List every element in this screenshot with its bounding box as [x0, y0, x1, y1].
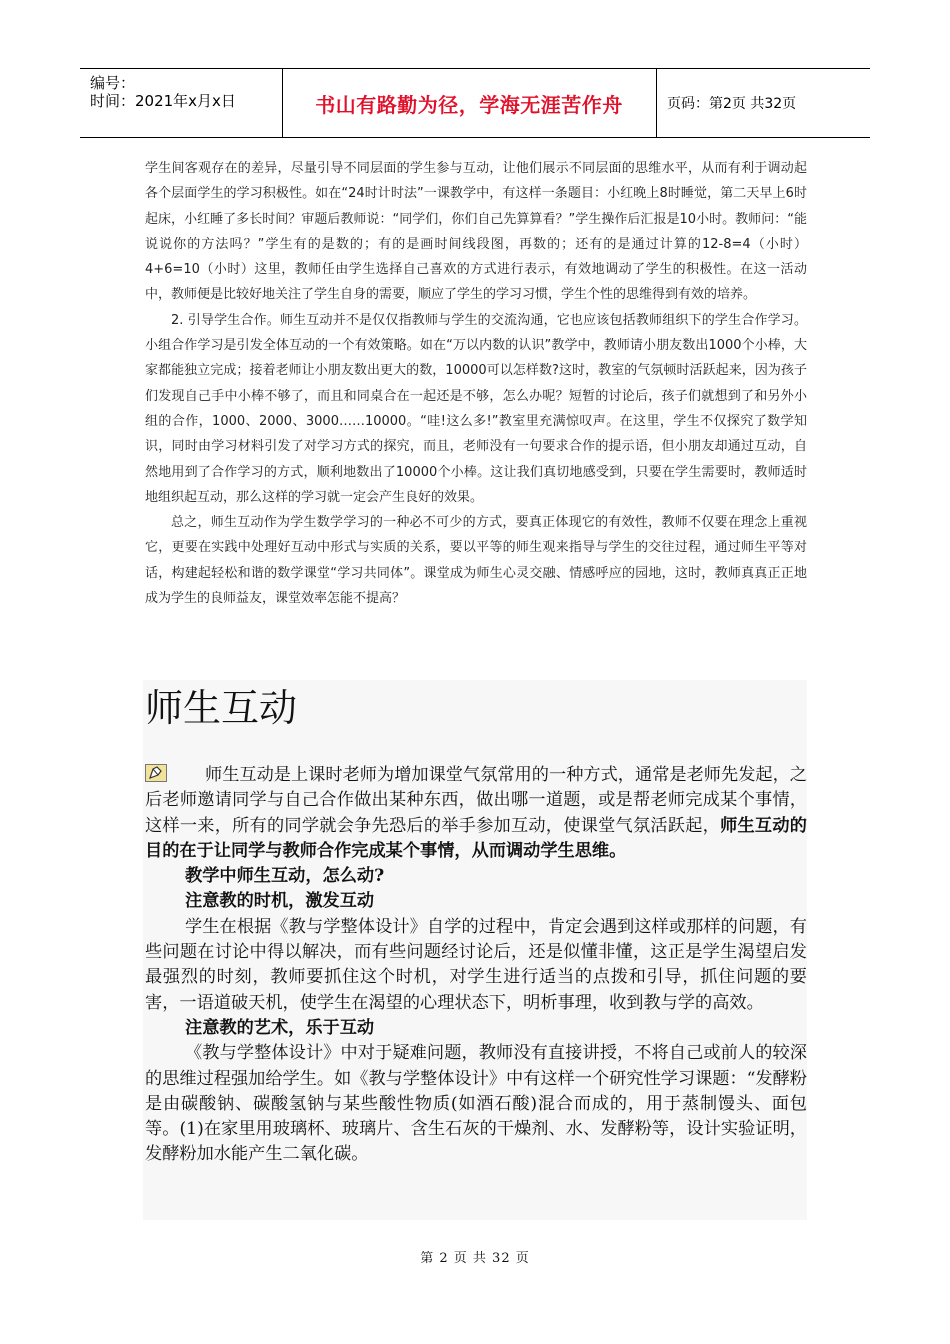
body-paragraph: 2. 引导学生合作。师生互动并不是仅仅指教师与学生的交流沟通，它也应该包括教师组织下的学生合作学习。小组合作学习是引发全体互动的一个有效策略。如在“万以内数的认识”教学中，教师请小朋友数出1000个小棒，大家都能独立完成；接着老师让小朋友数出更大的数，10000可以怎样数?这时，教室的气氛顿时活跃起来，因为孩子们发现自己手中小棒不够了，而且和同桌合在一起还是不够，怎么办呢？短暂的讨论后，孩子们就想到了和另外小组的合作，1000、2000、3000……10000。“哇!这么多!”教室里充满惊叹声。在这里，学生不仅探究了数学知识，同时由学习材料引发了对学习方式的探究，而且，老师没有一句要求合作的提示语，但小朋友却通过互动，自然地用到了合作学习的方式，顺利地数出了10000个小棒。这让我们真切地感受到，只要在学生需要时，教师适时地组织起互动，那么这样的学习就一定会产生良好的效果。 — [145, 312, 807, 505]
subheading-art: 注意教的艺术，乐于互动 — [185, 1017, 375, 1038]
question-heading: 教学中师生互动，怎么动? — [185, 866, 385, 887]
page-footer: 第 2 页 共 32 页 — [420, 1251, 530, 1266]
timing-paragraph: 学生在根据《教与学整体设计》自学的过程中，肯定会遇到这样或那样的问题，有些问题在讨论中得以解决，而有些问题经讨论后，还是似懂非懂，这正是学生渴望启发最强烈的时刻，教师要抓住这个时机，对学生进行适当的点拨和引导，抓住问题的要害，一语道破天机，使学生在渴望的心理状态下，明析事理，收到教与学的高效。 — [145, 916, 807, 1013]
document-number-label: 编号： — [90, 74, 136, 92]
intro-paragraph — [145, 763, 807, 864]
body-paragraph: 学生间客观存在的差异，尽量引导不同层面的学生参与互动，让他们展示不同层面的思维水平，从而有利于调动起各个层面学生的学习积极性。如在“24时计时法”一课教学中，有这样一条题目：小红晚上8时睡觉，第二天早上6时起床，小红睡了多长时间？审题后教师说：“同学们，你们自己先算算看？”学生操作后汇报是10小时。教师问：“能说说你的方法吗？”学生有的是数的；有的是画时间线段图，再数的；还有的是通过计算的12-8=4（小时）4+6=10（小时）这里，教师任由学生选择自己喜欢的方式进行表示，有效地调动了学生的积极性。在这一活动中，教师便是比较好地关注了学生自身的需要，顺应了学生的学习习惯，学生个性的思维得到有效的培养。 — [145, 161, 807, 303]
intro-bold-text: 师生互动的目的在于让同学与教师合作完成某个事情，从而调动学生思维。 — [145, 815, 807, 861]
header-table — [80, 68, 870, 138]
subheading-timing: 注意教的时机，激发互动 — [185, 891, 375, 912]
art-paragraph: 《教与学整体设计》中对于疑难问题，教师没有直接讲授，不将自己或前人的较深的思维过程强加给学生。如《教与学整体设计》中有这样一个研究性学习课题：“发酵粉是由碳酸钠、碳酸氢钠与某些酸性物质(如酒石酸)混合而成的，用于蒸制馒头、面包等。(1)在家里用玻璃杯、玻璃片、含生石灰的干燥剂、水、发酵粉等，设计实验证明，发酵粉加水能产生二氧化碳。 — [145, 1043, 807, 1165]
header-motto: 书山有路勤为径，学海无涯苦作舟 — [282, 69, 657, 137]
document-date-label: 时间：2021年x月x日 — [90, 92, 236, 110]
note-icon — [145, 764, 167, 782]
article-title: 师生互动 — [145, 686, 298, 730]
body-paragraph: 总之，师生互动作为学生数学学习的一种必不可少的方式，要真正体现它的有效性，教师不仅要在理念上重视它，更要在实践中处理好互动中形式与实质的关系，要以平等的师生观来指导与学生的交往过程，通过师生平等对话，构建起轻松和谐的数学课堂“学习共同体”。课堂成为师生心灵交融、情感呼应的园地，这时，教师真真正正地成为学生的良师益友，课堂效率怎能不提高？ — [145, 515, 807, 607]
header-meta-cell — [80, 69, 283, 137]
upper-body — [145, 156, 807, 611]
intro-text: 师生互动是上课时老师为增加课堂气氛常用的一种方式，通常是老师先发起，之后老师邀请同学与自己合作做出某种东西，做出哪一道题，或是帮老师完成某个事情，这样一来，所有的同学就会争先恐后的举手参加互动，使课堂气氛活跃起， — [145, 765, 807, 836]
header-page-info: 页码：第2页 共32页 — [667, 96, 797, 112]
article-body — [145, 763, 807, 1168]
